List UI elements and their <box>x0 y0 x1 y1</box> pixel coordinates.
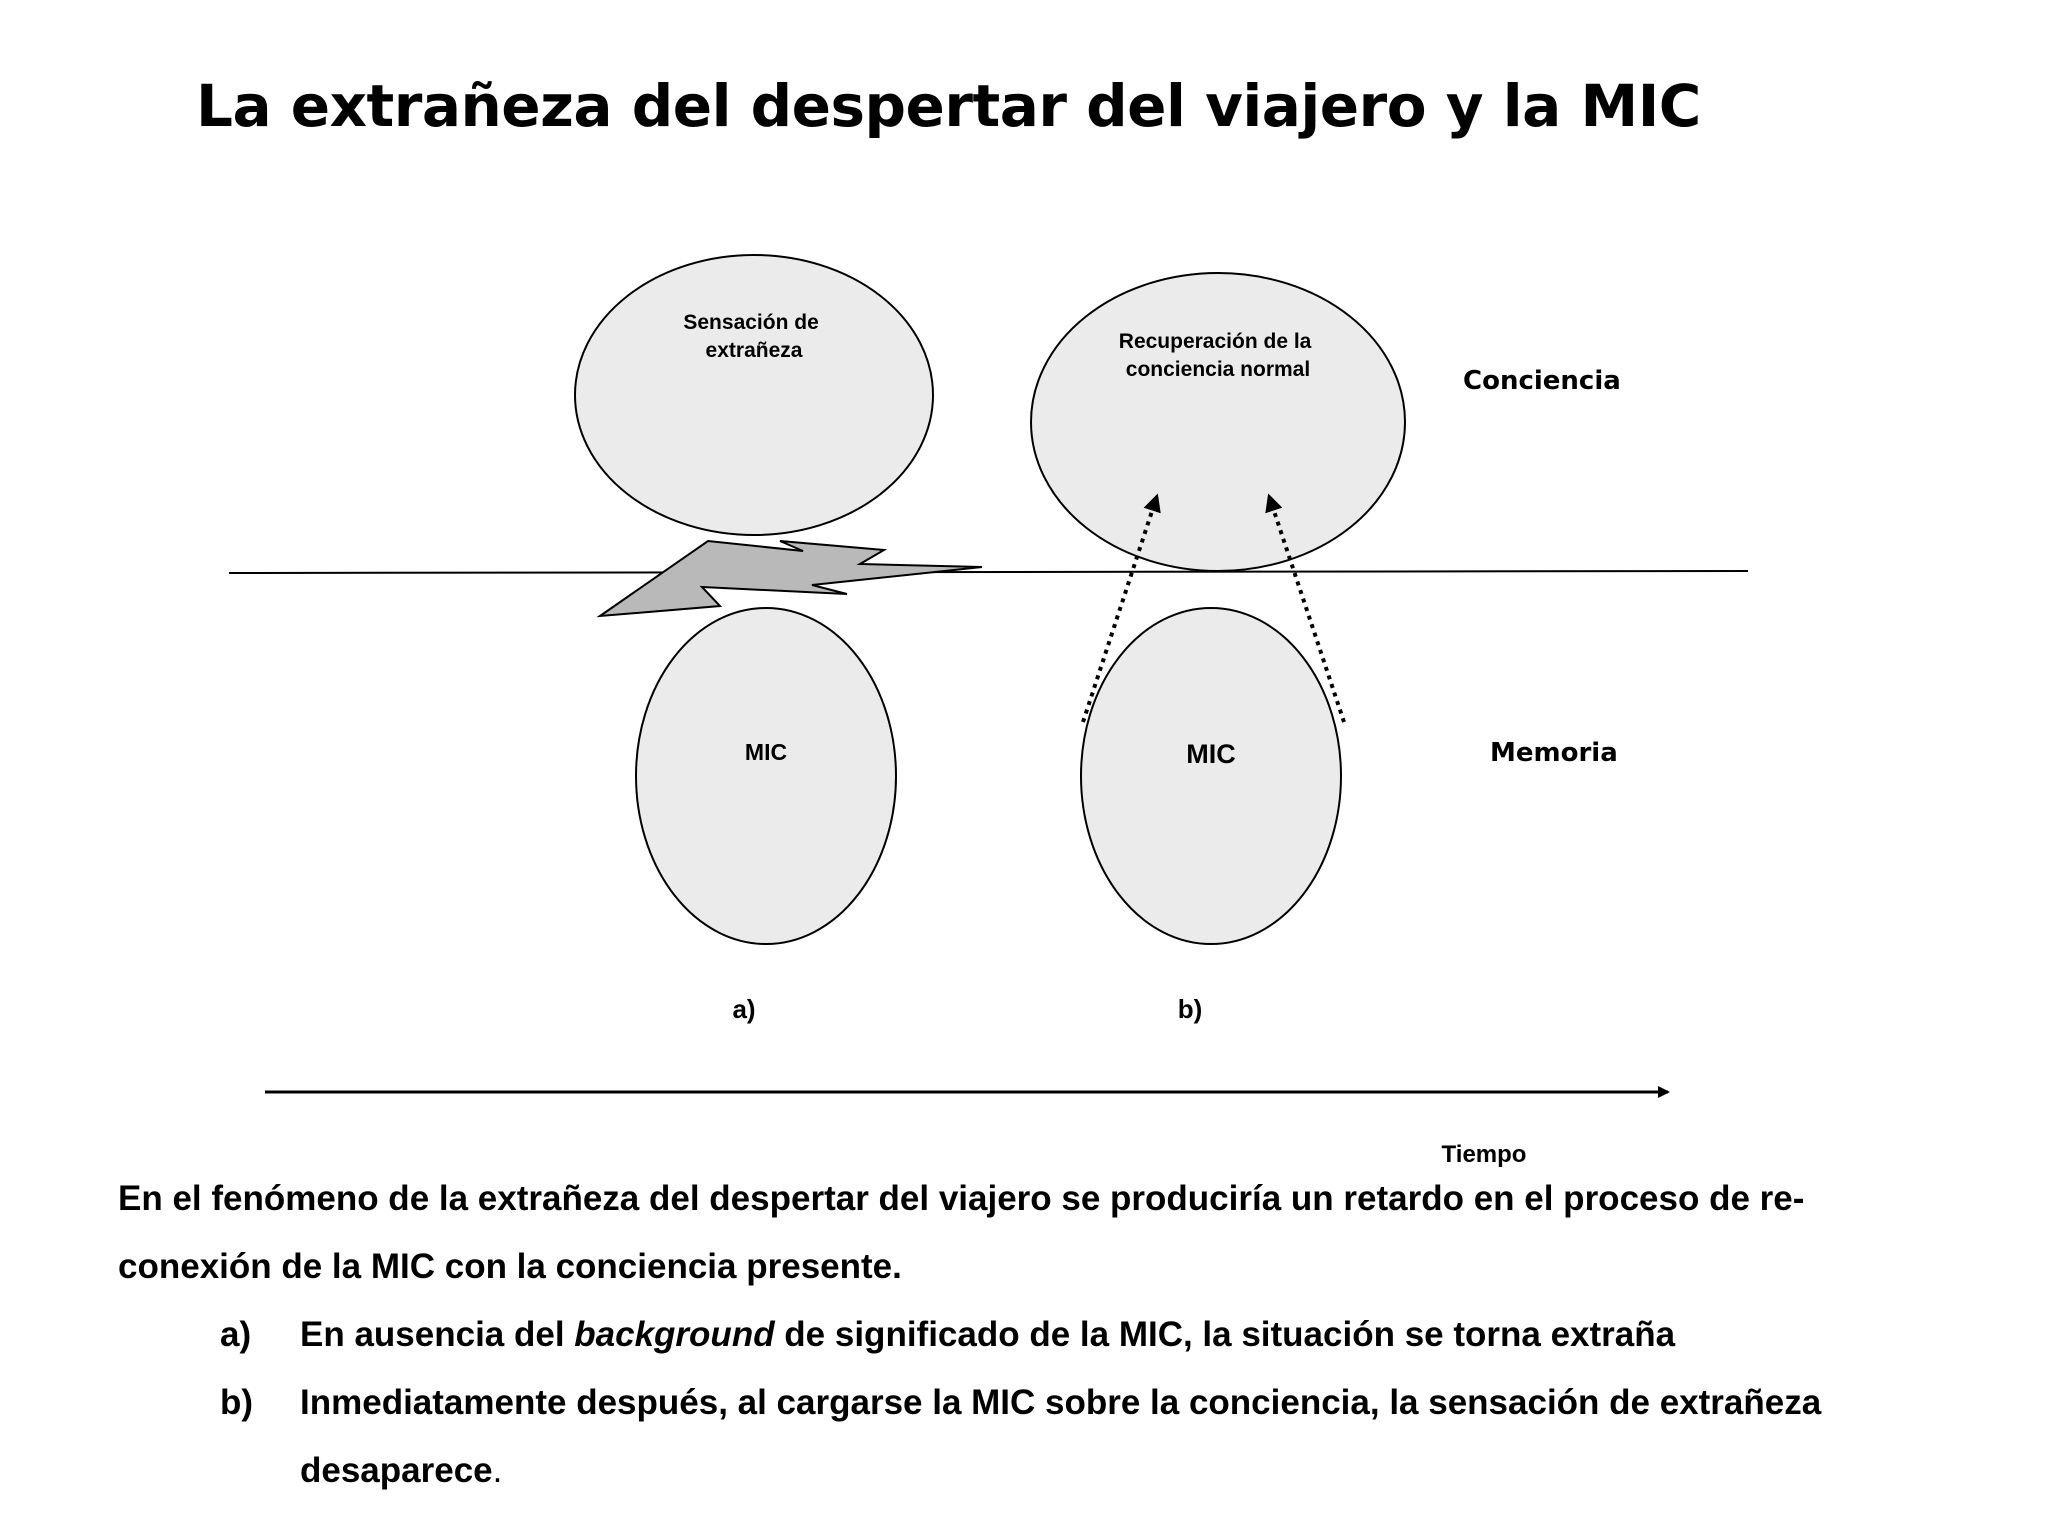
explanation-list <box>220 1301 1960 1505</box>
list-marker-a: a) <box>220 1315 252 1354</box>
level-label-memoria: Memoria <box>1490 738 1618 768</box>
bubble-mic-b-label: MIC <box>1186 739 1236 769</box>
level-label-conciencia: Conciencia <box>1463 366 1621 396</box>
time-axis-label: Tiempo <box>1441 1141 1527 1168</box>
list-item-b <box>220 1369 1960 1505</box>
bubble-b-top-line1: Recuperación de la <box>1118 330 1312 353</box>
panel-label-a: a) <box>732 994 756 1024</box>
bubble-mic-b <box>1081 608 1341 944</box>
list-marker-b: b) <box>220 1383 254 1422</box>
bubble-mic-a <box>636 608 896 944</box>
list-item-a-text-before: En ausencia del <box>300 1315 575 1354</box>
panel-label-b: b) <box>1177 994 1203 1024</box>
bubble-mic-a-label: MIC <box>744 739 788 765</box>
list-item-b-trailing: . <box>492 1451 503 1490</box>
slide-title: La extrañeza del despertar del viajero y la MIC <box>196 72 1701 140</box>
threshold-line <box>229 571 1748 573</box>
bubble-a-top-line2: extrañeza <box>705 339 803 362</box>
lightning-bolt-shape <box>600 541 982 616</box>
list-item-a-emphasis: background <box>574 1315 775 1354</box>
bubble-b-top-line2: conciencia normal <box>1125 358 1311 381</box>
bubble-sensacion-extraneza <box>575 255 933 535</box>
list-item-a-text-after: de significado de la MIC, la situación se torna extraña <box>774 1315 1676 1354</box>
explanation-intro: En el fenómeno de la extrañeza del despertar del viajero se produciría un retardo en el proceso de re-conexión de la MIC con la conciencia presente. <box>118 1179 1805 1286</box>
list-item-a <box>220 1301 1960 1369</box>
bubble-recuperacion-conciencia <box>1031 273 1405 571</box>
bubble-a-top-line1: Sensación de <box>683 311 819 334</box>
list-item-b-text: Inmediatamente después, al cargarse la MIC sobre la conciencia, la sensación de extrañeza desaparece <box>300 1383 1822 1490</box>
